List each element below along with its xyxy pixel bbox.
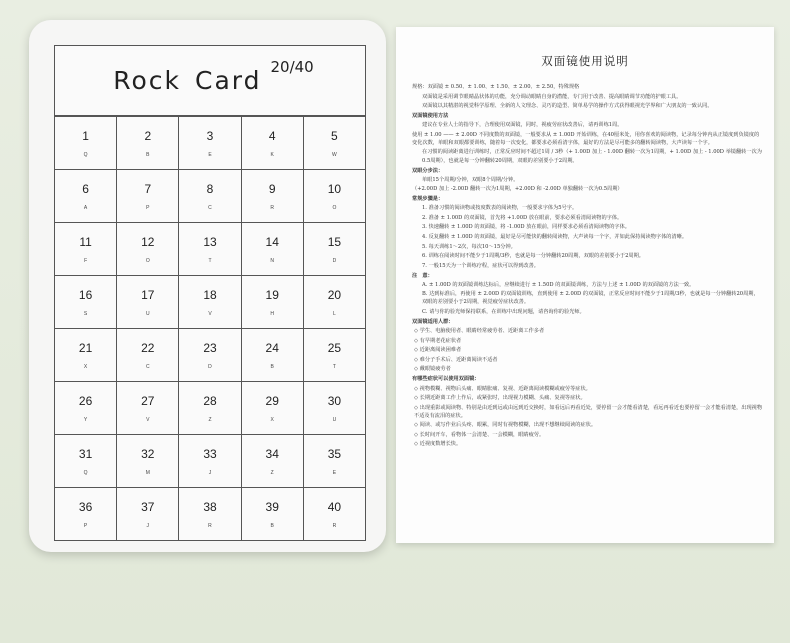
grid-cell [242, 275, 304, 328]
cell-letter: Z [270, 469, 274, 476]
cell-number: 17 [141, 287, 155, 302]
grid-cell [304, 381, 366, 434]
cell-letter: D [332, 257, 337, 264]
cell-number: 38 [203, 499, 217, 514]
cell-letter: C [208, 204, 212, 211]
section-heading: 双面镜使用方法 [412, 113, 449, 120]
grid-cell [55, 275, 117, 328]
cell-letter: V [146, 416, 150, 423]
cell-letter: P [146, 204, 150, 211]
cell-number: 12 [141, 234, 155, 249]
cell-letter: R [332, 522, 337, 529]
grid-cell [117, 222, 179, 275]
cell-number: 19 [265, 287, 279, 302]
symptom-item: ◇ 阅读、或写作业后头疼、眼累，同时有视物模糊，出现不想继续阅读的症状。 [414, 422, 597, 429]
cell-letter: J [146, 522, 150, 529]
cell-number: 30 [327, 393, 342, 408]
cell-letter: C [145, 363, 150, 370]
sheet-title: 双面镜使用说明 [541, 54, 629, 68]
steps-line: 单眼15个周期/分钟，双眼8个周期/分钟。 [422, 176, 519, 183]
cell-number: 16 [78, 287, 93, 302]
cell-letter: U [145, 310, 150, 317]
title-fraction: 20/40 [270, 58, 314, 76]
sheet-body [412, 83, 762, 450]
step-item: 7. 一般15天为一个训练疗程，症状可以得到改善。 [422, 262, 539, 269]
cell-number: 18 [203, 287, 217, 302]
grid-cell [55, 116, 117, 169]
cell-letter: K [270, 151, 274, 158]
step-item: 2. 准备 ± 1.00D 的双面镜，首先将 +1.00D 放在眼前，要求必须看清阅读物的字体。 [422, 214, 623, 221]
intro-paragraph: 双面镜是采用调节眼睛晶状体的功能，充分调动眼睛自身的潜能，专门用于改善、提高眼睛调节功能的护眼工具。 [422, 93, 682, 100]
cell-number: 8 [206, 181, 214, 196]
section-heading: 有哪些症状可以使用双面镜： [412, 376, 480, 383]
cell-number: 10 [327, 181, 342, 196]
cell-letter: Y [83, 416, 88, 423]
grid-cell [304, 487, 366, 540]
rock-card-title-box [54, 45, 366, 116]
cell-number: 24 [265, 340, 279, 355]
grid-cell [242, 487, 304, 540]
step-item: 5. 每天训练1～2次，每次10～15分钟。 [422, 243, 516, 250]
cell-letter: H [270, 310, 274, 317]
cell-letter: L [333, 310, 336, 317]
cell-number: 26 [78, 393, 93, 408]
cell-letter: B [270, 363, 274, 370]
grid-cell [55, 381, 117, 434]
grid-cell [117, 381, 179, 434]
cell-letter: T [208, 257, 212, 264]
audience-item: ◇ 有早期老花症状者 [414, 337, 462, 344]
cell-number: 13 [203, 234, 217, 249]
grid-cell [242, 222, 304, 275]
grid-cell [179, 381, 241, 434]
cell-number: 39 [265, 499, 279, 514]
method-paragraph: 建议在专业人士的指导下，合理使用双面镜，同时，视疲劳症状改善后，请再训练1周。 [422, 122, 623, 129]
cell-number: 15 [327, 234, 342, 249]
instruction-sheet [396, 27, 774, 543]
cell-letter: B [146, 151, 150, 158]
cell-letter: E [208, 151, 212, 158]
title-word-rock: Rock [113, 66, 182, 95]
grid-cell [117, 275, 179, 328]
section-heading: 双眼分步法： [412, 167, 444, 174]
symptom-item: ◇ 长期近距离工作上作后，或紧张时，出现视力模糊、头痛、复视等症状。 [414, 395, 586, 402]
cell-letter: X [83, 363, 88, 370]
cell-letter: B [270, 522, 274, 529]
cell-number: 34 [265, 446, 279, 461]
symptom-item: ◇ 近视度数增长快。 [414, 441, 462, 448]
grid-cell [304, 169, 366, 222]
note-item: B. 达到标准后，再使用 ± 2.00D 的双面镜训练，直到使用 ± 2.00D 的双面镜，正常反应时间不能少于1周期/3秒，也就是每一分钟翻转20周期，双眼的差别要小于2周期，视觉疲劳症状改善。 [422, 291, 759, 306]
cell-letter: A [83, 204, 88, 211]
grid-cell [179, 169, 241, 222]
cell-number: 4 [268, 128, 276, 143]
grid-cell [304, 222, 366, 275]
cell-number: 14 [265, 234, 279, 249]
grid-cell [55, 169, 117, 222]
cell-letter: S [83, 310, 88, 317]
cell-letter: Q [83, 151, 88, 158]
rock-card [29, 20, 386, 552]
cell-number: 3 [206, 128, 214, 143]
grid-cell [304, 116, 366, 169]
method-paragraph: 使用 ± 1.00 —— ± 2.00D 不同度数的双面镜，一般要求从 ± 1.00D 开始训练，在40厘米处，用你喜欢的阅读物，记录每分钟内从正镜度到负镜度的变化次数，单眼和双眼都要训练，随着每一次变化，都要求必须看清字体，最好的方法是尽可能多的翻转阅读物，大声读每一个字。 [412, 131, 760, 146]
cell-letter: O [145, 257, 150, 264]
note-item: C. 请与你的验光师保持联系，在训练中出现问题，请咨询你的验光师。 [422, 309, 585, 315]
title-word-card: Card [195, 66, 262, 95]
cell-letter: R [208, 522, 212, 529]
intro-paragraph: 双面镜以其精湛的视觉科学原理、全新的人文理念、灵巧的造型、简单易学的操作方式获得眼视光学界和广大朋友的一致认同。 [422, 103, 713, 110]
grid-cell [179, 222, 241, 275]
steps-line: （+2.00D 加上 -2.00D 翻转一次为1周期，+2.00D 和 -2.00D 单独翻转一次为0.5周期） [412, 186, 623, 193]
cell-letter: F [84, 257, 88, 264]
grid-cell [304, 328, 366, 381]
audience-item: ◇ 戴眼镜疲劳者 [414, 366, 451, 373]
cell-letter: X [270, 416, 274, 423]
cell-number: 23 [203, 340, 217, 355]
cell-letter: E [332, 469, 337, 476]
audience-item: ◇ 学生、电脑使用者、眼睛经常疲劳者、近距离工作多者 [414, 328, 545, 335]
cell-number: 32 [141, 446, 155, 461]
cell-letter: Q [83, 469, 88, 476]
grid-cell [179, 275, 241, 328]
grid-cell [117, 434, 179, 487]
cell-number: 6 [82, 181, 89, 196]
grid-cell [55, 222, 117, 275]
grid-cell [179, 328, 241, 381]
cell-number: 22 [141, 340, 155, 355]
spec-line: 规格：双面镜 ± 0.50、± 1.00、± 1.50、± 2.00、± 2.50，特殊规格 [412, 84, 580, 90]
cell-number: 29 [265, 393, 279, 408]
cell-number: 27 [141, 393, 155, 408]
cell-number: 37 [141, 499, 155, 514]
cell-number: 7 [144, 181, 152, 196]
grid-cell [304, 434, 366, 487]
grid-cell [304, 275, 366, 328]
cell-number: 28 [203, 393, 217, 408]
rock-card-grid [54, 116, 366, 541]
step-item: 6. 训练在阅读时间不能少于1周期/3秒，也就是每一分钟翻转20周期，双眼的差别要小于2周期。 [422, 253, 644, 260]
cell-number: 40 [327, 499, 342, 514]
method-paragraph: 在习惯的阅读距离进行训练时，正常反应时间不超过1周 / 3秒（+ 1.00D 加上 - 1.00D 翻转一次为1周期，+ 1.00D 加上 - 1.00D 举镜翻转一次为0.5周期），也就是每一分钟翻转20周期，双眼的差别要小于2周期。 [422, 149, 762, 164]
cell-letter: V [208, 310, 212, 317]
section-heading: 注 意： [412, 272, 433, 279]
cell-number: 20 [327, 287, 342, 302]
grid-cell [242, 328, 304, 381]
cell-letter: U [332, 416, 337, 423]
note-item: A. ± 1.00D 的双面镜训练达标后，应继续进行 ± 1.50D 的双面镜训练，方法与上述 ± 1.00D 的双面镜的方法一致。 [422, 281, 695, 288]
cell-number: 1 [82, 128, 89, 143]
step-item: 4. 反复翻转 ± 1.00D 的双面镜，最好是尽可能快的翻转阅读物，大声读每一个字，并如此保持阅读物字体的清晰。 [422, 234, 688, 240]
cell-letter: N [270, 257, 274, 264]
grid-cell [117, 487, 179, 540]
grid-cell [242, 434, 304, 487]
grid-cell [242, 169, 304, 222]
cell-letter: D [208, 363, 212, 370]
cell-number: 36 [78, 499, 93, 514]
cell-number: 2 [144, 128, 152, 143]
audience-item: ◇ 难分子手术后、近距离阅读不适者 [414, 356, 498, 363]
grid-cell [117, 169, 179, 222]
cell-letter: O [332, 204, 337, 211]
grid-cell [55, 487, 117, 540]
cell-letter: W [332, 151, 337, 158]
cell-number: 35 [327, 446, 342, 461]
grid-cell [242, 116, 304, 169]
audience-item: ◇ 近距离阅读困难者 [414, 347, 462, 354]
symptom-item: ◇ 长时间开车，看物体一会清楚、一会模糊，眼睛疲劳。 [414, 431, 545, 438]
cell-number: 21 [78, 340, 93, 355]
cell-number: 33 [203, 446, 217, 461]
cell-number: 25 [327, 340, 342, 355]
step-item: 1. 准备习惯的阅读物或按度数表的阅读物，一般要求字体为5号字。 [422, 205, 578, 212]
step-item: 3. 快速翻转 ± 1.00D 的双面镜，将 -1.00D 放在眼前，同样要求必须看清阅读物的字体。 [422, 224, 630, 231]
cell-number: 11 [79, 234, 92, 249]
cell-letter: M [145, 469, 150, 476]
grid-cell [55, 328, 117, 381]
cell-letter: P [83, 522, 88, 529]
cell-letter: R [270, 204, 274, 211]
cell-number: 31 [78, 446, 93, 461]
cell-letter: T [332, 363, 336, 370]
cell-number: 5 [331, 128, 338, 143]
grid-cell [179, 116, 241, 169]
grid-cell [179, 487, 241, 540]
grid-cell [55, 434, 117, 487]
section-heading: 双面镜适用人群： [412, 319, 454, 326]
grid-cell [117, 116, 179, 169]
cell-letter: Z [208, 416, 212, 423]
grid-cell [117, 328, 179, 381]
rock-card-title [106, 58, 314, 95]
symptom-item: ◇ 出现重影或阅读物、特别是由近到远或由远到近交换时，如看远后再看近处，要停留一会才能看清楚，看远再看近也要停留一会才能看清楚，出现视物不适及有流泪的症状。 [414, 404, 763, 419]
cell-number: 9 [268, 181, 276, 196]
symptom-item: ◇ 视物模糊、视物后头痛、眼睛胀痛、复视、近距离阅读模糊或疲劳等症状。 [414, 385, 591, 392]
grid-cell [179, 434, 241, 487]
cell-letter: J [208, 469, 212, 476]
grid-cell [242, 381, 304, 434]
section-heading: 常规步骤是： [412, 196, 444, 203]
